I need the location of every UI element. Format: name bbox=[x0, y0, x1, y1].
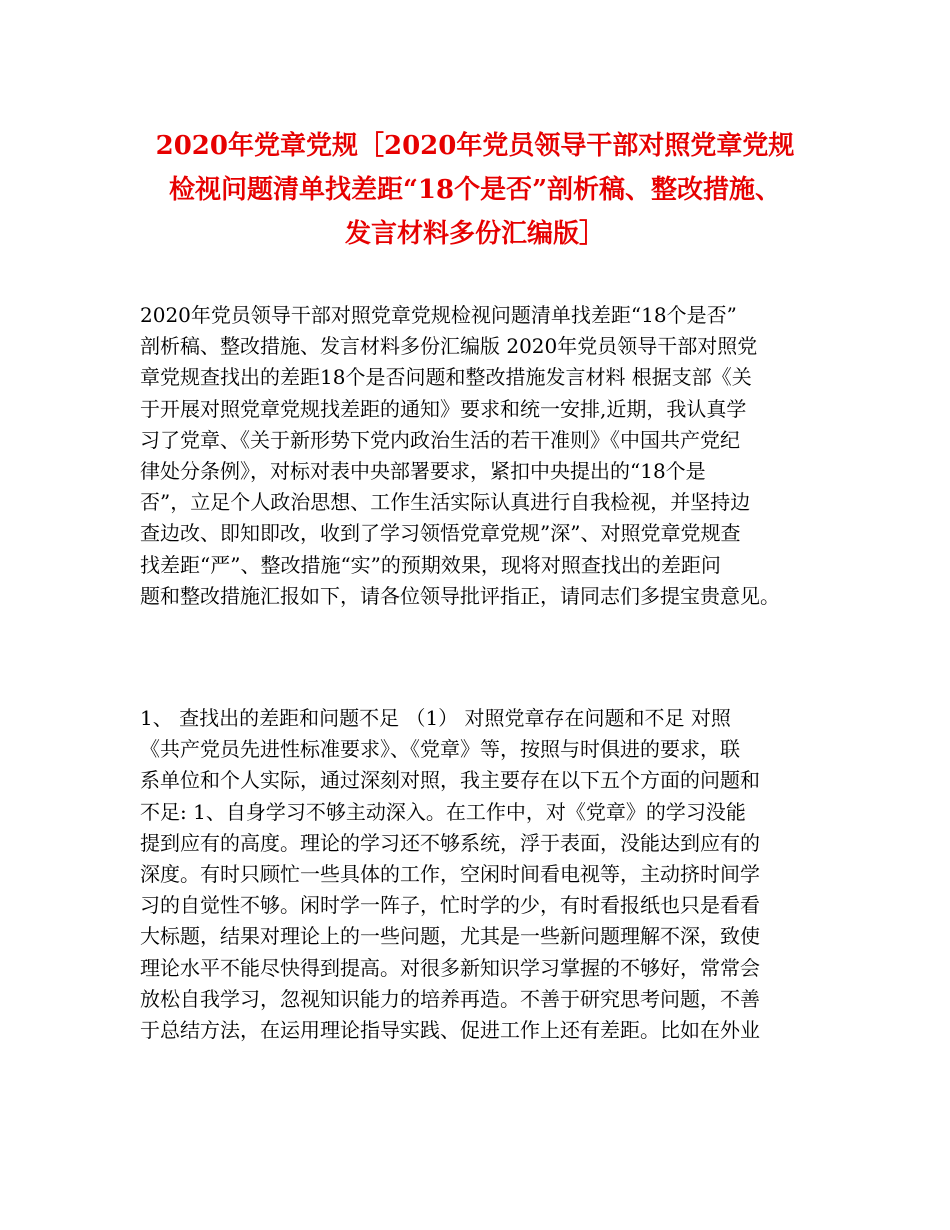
text-line: 理论水平不能尽快得到提高。对很多新知识学习掌握的不够好，常常会 bbox=[140, 955, 760, 980]
text-line: 放松自我学习，忽视知识能力的培养再造。不善于研究思考问题，不善 bbox=[140, 986, 760, 1011]
document-title bbox=[135, 124, 815, 256]
intro-paragraph bbox=[140, 300, 840, 612]
text-line: 1、 查找出的差距和问题不足 （1） 对照党章存在问题和不足 对照 bbox=[140, 706, 731, 730]
text-line: 提到应有的高度。理论的学习还不够系统，浮于表面，没能达到应有的 bbox=[140, 830, 760, 855]
issues-paragraph bbox=[140, 703, 840, 1046]
text-line: 剖析稿、整改措施、发言材料多份汇编版 2020年党员领导干部对照党 bbox=[140, 334, 758, 359]
text-line: 大标题，结果对理论上的一些问题，尤其是一些新问题理解不深，致使 bbox=[140, 924, 760, 949]
text-line: 查边改、即知即改，收到了学习领悟党章党规”深”、对照党章党规查 bbox=[140, 521, 741, 546]
text-line: 《共产党员先进性标准要求》、《党章》等，按照与时俱进的要求，联 bbox=[140, 737, 740, 762]
title-line: 检视问题清单找差距“18个是否”剖析稿、整改措施、 bbox=[168, 175, 782, 205]
text-line: 不足: 1、自身学习不够主动深入。在工作中，对《党章》的学习没能 bbox=[140, 799, 746, 824]
text-line: 否”，立足个人政治思想、工作生活实际认真进行自我检视，并坚持边 bbox=[140, 490, 751, 515]
text-line: 题和整改措施汇报如下，请各位领导批评指正，请同志们多提宝贵意见。 bbox=[140, 583, 780, 608]
text-line: 2020年党员领导干部对照党章党规检视问题清单找差距“18个是否” bbox=[140, 303, 737, 327]
title-line: 发言材料多份汇编版］ bbox=[344, 219, 605, 249]
text-line: 于总结方法，在运用理论指导实践、促进工作上还有差距。比如在外业 bbox=[140, 1018, 760, 1043]
text-line: 律处分条例》，对标对表中央部署要求，紧扣中央提出的“18个是 bbox=[140, 459, 706, 484]
text-line: 深度。有时只顾忙一些具体的工作，空闲时间看电视等，主动挤时间学 bbox=[140, 862, 760, 887]
title-line: 2020年党章党规［2020年党员领导干部对照党章党规 bbox=[155, 131, 795, 161]
text-line: 习了党章、《关于新形势下党内政治生活的若干准则》《中国共产党纪 bbox=[140, 427, 740, 452]
text-line: 习的自觉性不够。闲时学一阵子，忙时学的少，有时看报纸也只是看看 bbox=[140, 893, 760, 918]
text-line: 章党规查找出的差距18个是否问题和整改措施发言材料 根据支部《关 bbox=[140, 365, 752, 390]
text-line: 系单位和个人实际，通过深刻对照，我主要存在以下五个方面的问题和 bbox=[140, 768, 760, 793]
text-line: 找差距“严”、整改措施“实”的预期效果，现将对照查找出的差距问 bbox=[140, 552, 721, 577]
text-line: 于开展对照党章党规找差距的通知》要求和统一安排,近期，我认真学 bbox=[140, 396, 747, 421]
